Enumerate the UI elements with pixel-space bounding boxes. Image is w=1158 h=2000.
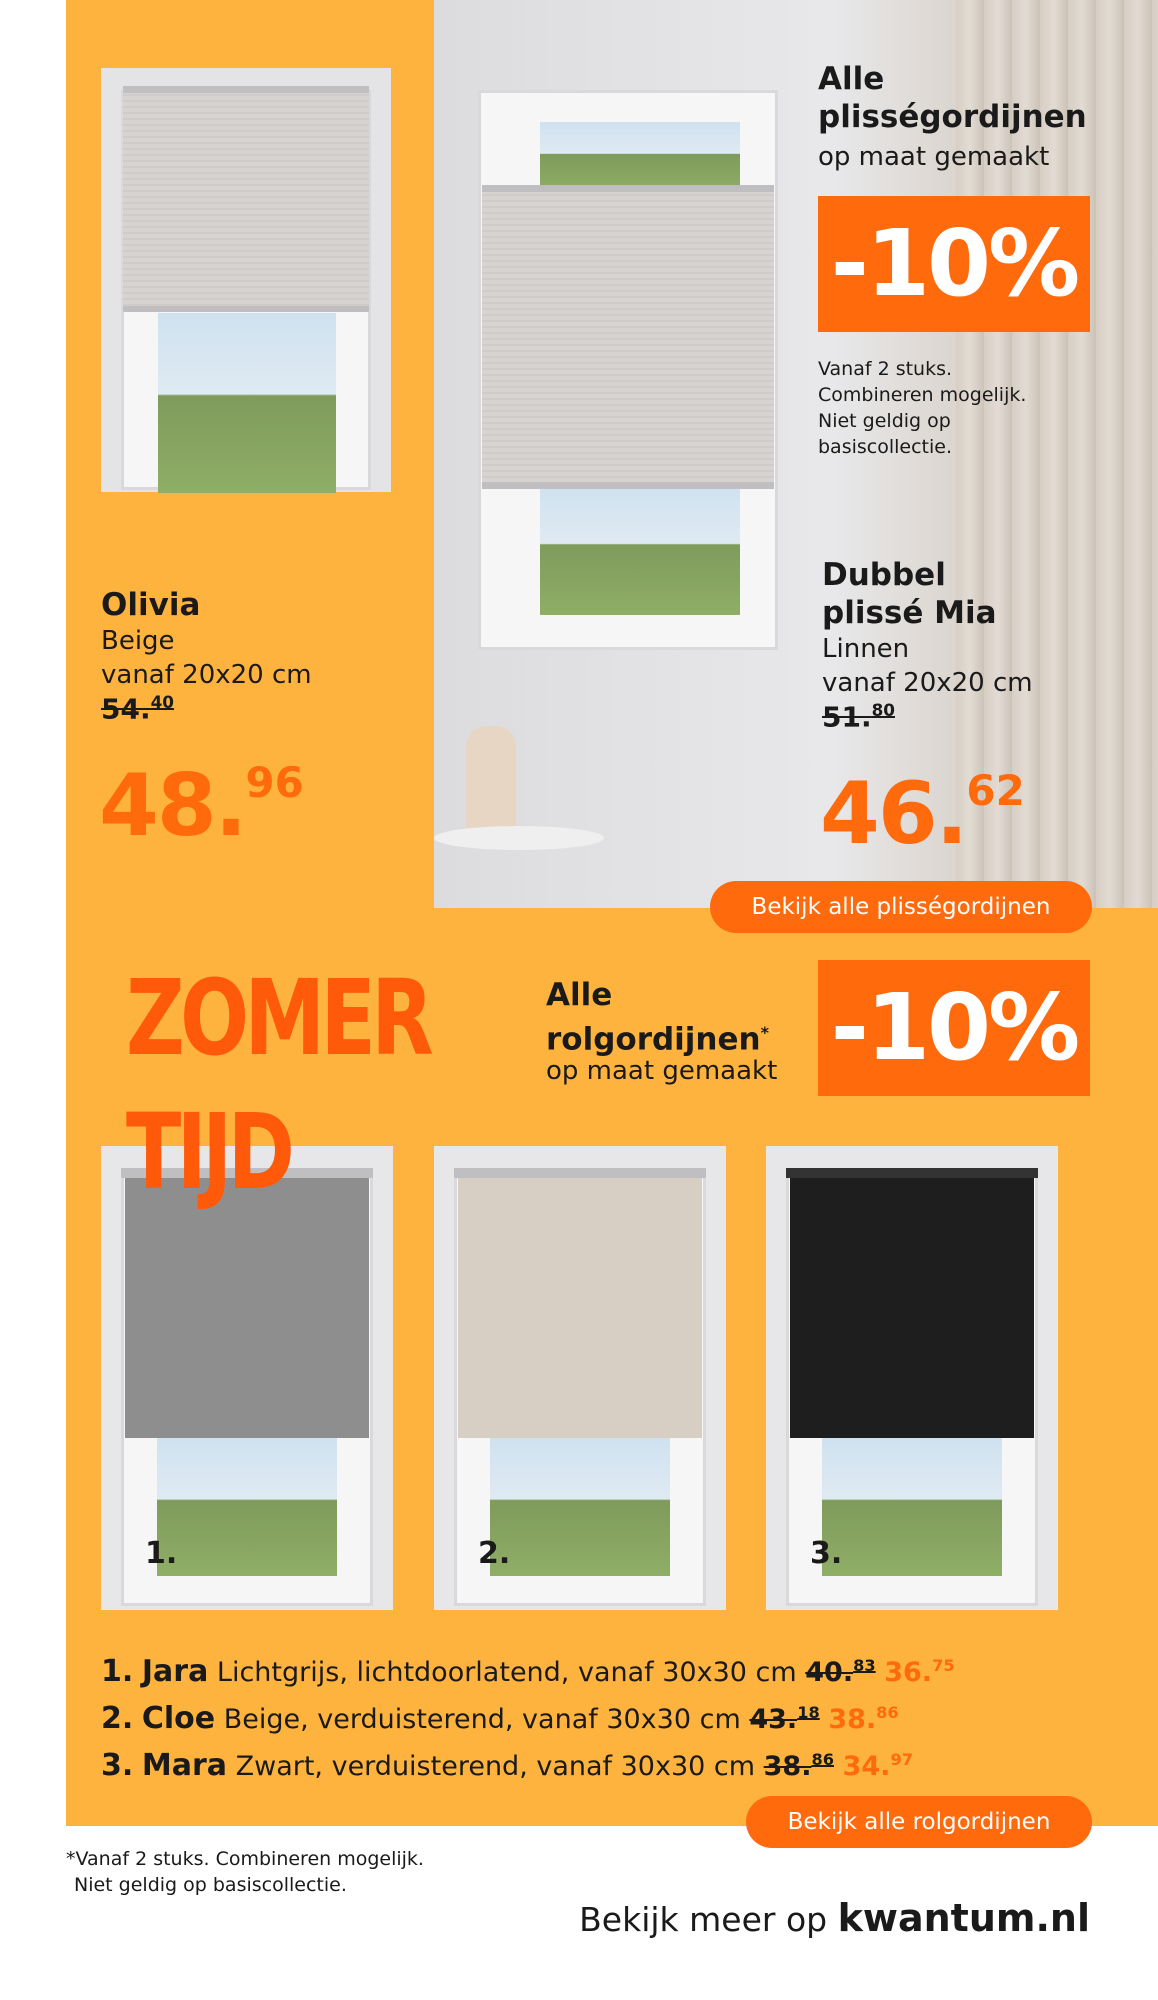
mia-old-dec: 80 — [871, 700, 895, 720]
view-all-roller-button[interactable]: Bekijk alle rolgordijnen — [746, 1796, 1092, 1848]
cloe-old-int: 43. — [749, 1704, 798, 1735]
jara-number: 1. — [145, 1536, 178, 1571]
mia-product-image — [434, 0, 1158, 908]
mara-number: 3. — [810, 1536, 843, 1571]
roller-product-list — [101, 1646, 955, 1787]
roller-list-item — [101, 1740, 955, 1787]
olivia-color: Beige — [101, 626, 175, 656]
pleated-condition-4: basiscollectie. — [818, 436, 953, 458]
side-table — [434, 826, 604, 850]
cloe-new-int: 38. — [828, 1704, 877, 1735]
mia-new-dec: 62 — [966, 766, 1025, 815]
cloe-list-name: Cloe — [141, 1701, 216, 1736]
roller-discount-badge: -10% — [818, 960, 1090, 1096]
jara-new-int: 36. — [884, 1657, 933, 1688]
roller-header-star: * — [760, 1023, 769, 1042]
mara-old-int: 38. — [763, 1751, 812, 1782]
cloe-shade — [458, 1176, 702, 1438]
olivia-product-image — [101, 68, 391, 492]
cloe-list-desc: Beige, verduisterend, vanaf 30x30 cm — [223, 1704, 741, 1735]
olivia-new-price — [99, 738, 304, 856]
cloe-new-dec: 86 — [876, 1703, 899, 1722]
footnote-line2: Niet geldig op basiscollectie. — [74, 1874, 347, 1896]
footer-brand-link[interactable]: kwantum.nl — [837, 1896, 1090, 1940]
jara-new-price — [884, 1657, 954, 1688]
pleated-header-line1: Alle — [818, 61, 885, 97]
mia-name-line1: Dubbel — [822, 557, 946, 593]
jara-list-desc: Lichtgrijs, lichtdoorlatend, vanaf 30x30 cm — [216, 1657, 797, 1688]
pleated-discount-badge: -10% — [818, 196, 1090, 332]
cloe-new-price — [828, 1704, 898, 1735]
olivia-old-price — [101, 692, 312, 725]
footnote-line1: *Vanaf 2 stuks. Combineren mogelijk. — [66, 1848, 424, 1870]
jara-shade — [125, 1176, 369, 1438]
cloe-list-number: 2. — [101, 1701, 134, 1736]
roller-list-item — [101, 1646, 955, 1693]
pleated-header — [818, 60, 1087, 136]
olivia-new-dec: 96 — [245, 758, 304, 807]
zomer-title-line1: ZOMER — [126, 957, 429, 1079]
mara-new-int: 34. — [842, 1751, 891, 1782]
jara-list-name: Jara — [141, 1654, 209, 1689]
olivia-old-int: 54. — [101, 692, 151, 726]
olivia-new-int: 48. — [99, 756, 246, 856]
footnote — [66, 1846, 424, 1898]
mara-shade — [790, 1176, 1034, 1438]
cloe-number: 2. — [478, 1536, 511, 1571]
olivia-info — [101, 586, 312, 725]
mia-old-int: 51. — [822, 700, 872, 734]
mara-old-price — [764, 1751, 834, 1782]
roller-header — [546, 976, 769, 1058]
mia-new-price — [820, 746, 1025, 864]
pleated-condition-2: Combineren mogelijk. — [818, 384, 1027, 406]
roller-list-item — [101, 1693, 955, 1740]
mia-new-int: 46. — [820, 764, 967, 864]
mia-color: Linnen — [822, 634, 910, 664]
mia-name-line2: plissé Mia — [822, 595, 997, 631]
mara-list-number: 3. — [101, 1748, 134, 1783]
mia-size: vanaf 20x20 cm — [822, 668, 1033, 698]
jara-old-price — [805, 1657, 875, 1688]
mia-old-price — [822, 700, 1033, 733]
pleated-header-line2: plisségordijnen — [818, 99, 1087, 135]
olivia-name: Olivia — [101, 587, 201, 623]
jara-old-dec: 83 — [853, 1656, 876, 1675]
jara-product-image — [101, 1146, 393, 1610]
mia-info — [822, 556, 1033, 733]
cloe-old-dec: 18 — [797, 1703, 820, 1722]
view-all-pleated-button[interactable]: Bekijk alle plisségordijnen — [710, 881, 1092, 933]
jara-list-number: 1. — [101, 1654, 134, 1689]
mara-list-desc: Zwart, verduisterend, vanaf 30x30 cm — [235, 1751, 756, 1782]
roller-header-line2: rolgordijnen — [546, 1021, 761, 1058]
mara-new-price — [843, 1751, 913, 1782]
zomer-title-line2: TIJD — [126, 1091, 291, 1213]
footer-cta — [579, 1896, 1090, 1940]
pleated-condition-3: Niet geldig op — [818, 410, 951, 432]
cloe-product-image — [434, 1146, 726, 1610]
mara-list-name: Mara — [141, 1748, 228, 1783]
mara-product-image — [766, 1146, 1058, 1610]
jara-new-dec: 75 — [932, 1656, 955, 1675]
olivia-old-dec: 40 — [150, 692, 174, 712]
pleated-conditions — [818, 356, 1026, 460]
roller-header-line1: Alle — [546, 977, 613, 1013]
pleated-condition-1: Vanaf 2 stuks. — [818, 358, 953, 380]
mara-new-dec: 97 — [890, 1750, 913, 1769]
mara-old-dec: 86 — [811, 1750, 835, 1769]
cloe-old-price — [749, 1704, 819, 1735]
jara-old-int: 40. — [805, 1657, 854, 1688]
footer-text: Bekijk meer op — [579, 1900, 838, 1939]
pleated-header-sub: op maat gemaakt — [818, 142, 1050, 172]
roller-header-sub: op maat gemaakt — [546, 1056, 778, 1086]
olivia-size: vanaf 20x20 cm — [101, 660, 312, 690]
